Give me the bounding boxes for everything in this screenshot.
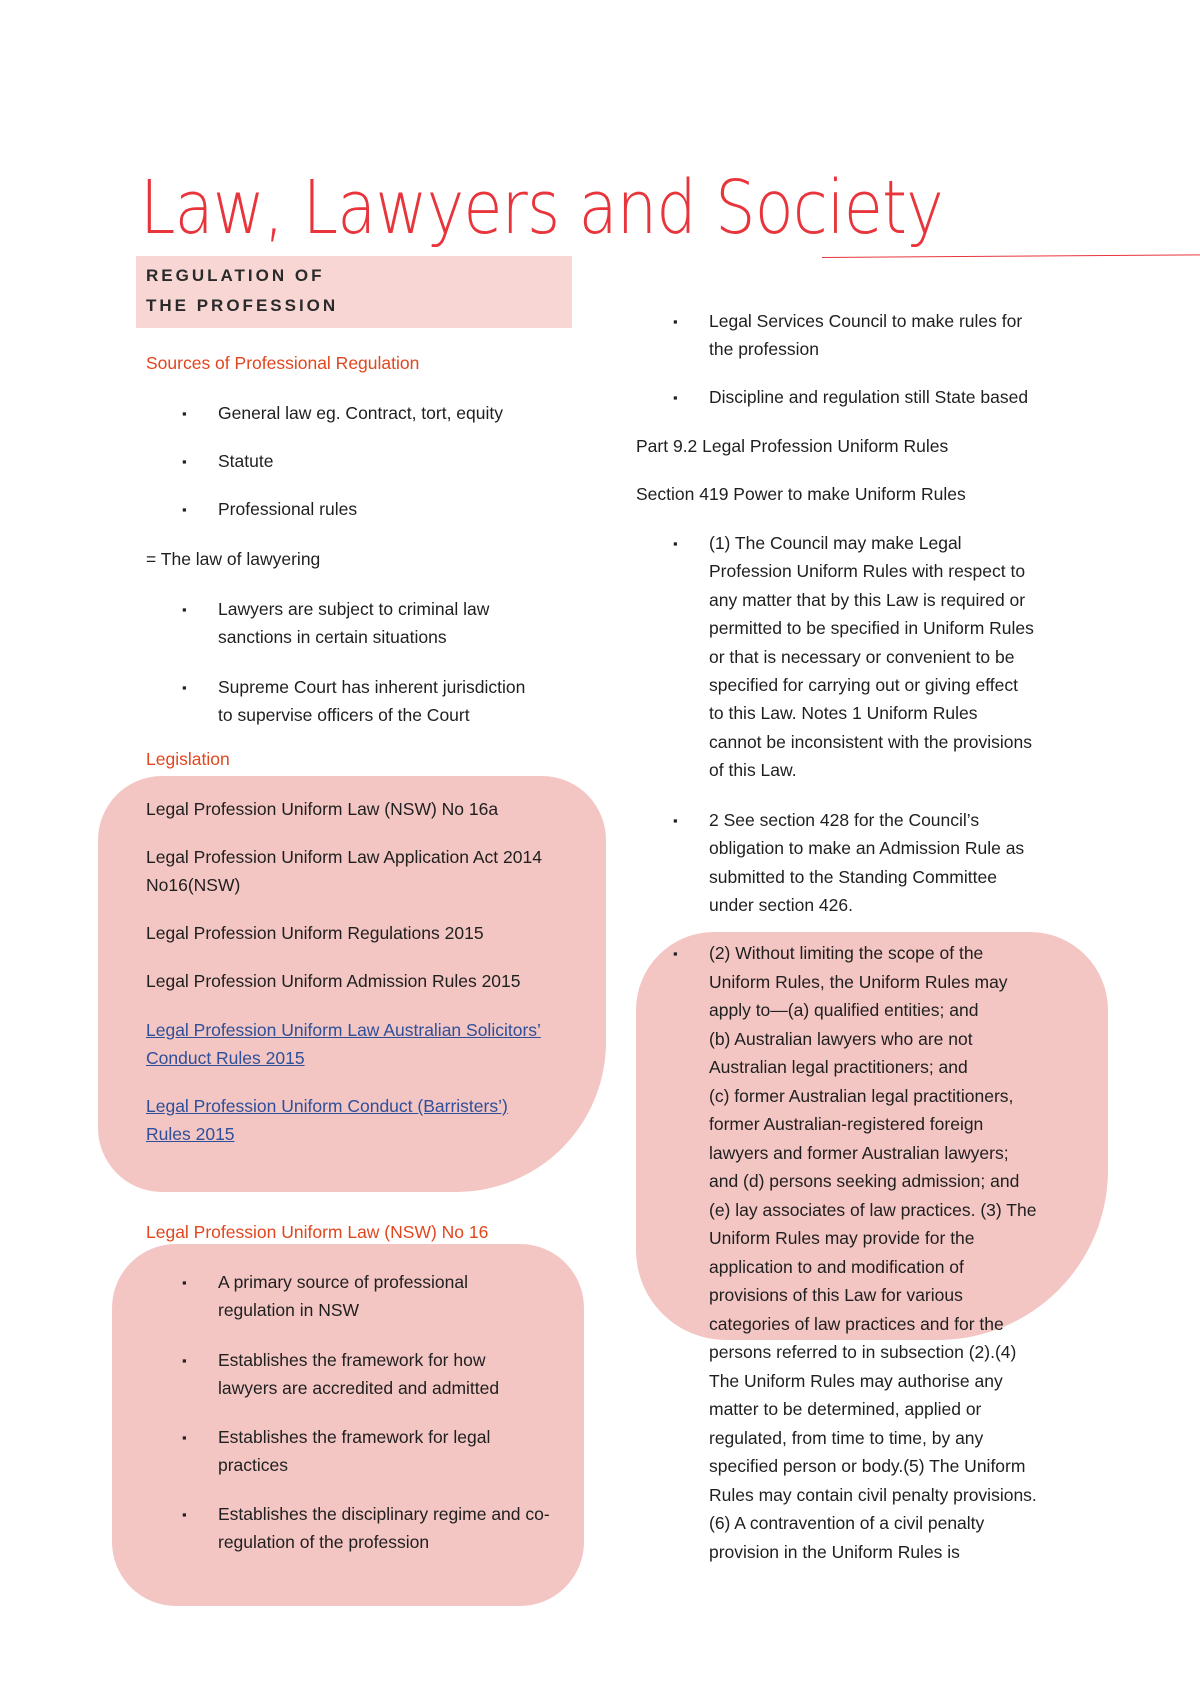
point-line: to supervise officers of the Court: [218, 705, 470, 725]
paragraph-line: Uniform Rules, the Uniform Rules may: [709, 971, 1008, 992]
lpul-point: A primary source of professional: [218, 1272, 468, 1292]
paragraph-line: former Australian-registered foreign: [709, 1114, 984, 1134]
paragraph-line: under section 426.: [709, 895, 853, 916]
document-title: Law, Lawyers and Society: [140, 165, 943, 251]
source-item: Professional rules: [218, 499, 358, 519]
barristers-rules-link[interactable]: Legal Profession Uniform Conduct (Barristers’): [146, 1096, 508, 1116]
barristers-rules-link[interactable]: Rules 2015: [146, 1124, 235, 1144]
section-title-line-2: THE PROFESSION: [146, 296, 339, 315]
paragraph-line: and (d) persons seeking admission; and: [709, 1171, 1020, 1191]
paragraph-line: categories of law practices and for the: [709, 1313, 1004, 1334]
section-heading: Section 419 Power to make Uniform Rules: [636, 484, 966, 504]
lpul-point: Establishes the framework for how: [218, 1350, 486, 1370]
lpul-point: practices: [218, 1455, 289, 1475]
legislation-heading: Legislation: [146, 749, 230, 769]
paragraph-line: (c) former Australian legal practitioners,: [709, 1085, 1014, 1106]
source-item: General law eg. Contract, tort, equity: [218, 403, 503, 423]
lpul-point: lawyers are accredited and admitted: [218, 1378, 500, 1398]
paragraph-line: persons referred to in subsection (2).(4): [709, 1342, 1017, 1362]
bullet-icon: ▪: [673, 390, 678, 405]
title-underline: [822, 254, 1200, 258]
legislation-item: No16(NSW): [146, 875, 241, 895]
right-point-line: the profession: [709, 339, 819, 359]
paragraph-line: (e) lay associates of law practices. (3) The: [709, 1199, 1037, 1220]
legislation-item: Legal Profession Uniform Regulations 2015: [146, 923, 484, 943]
bullet-icon: ▪: [182, 1275, 187, 1290]
right-point-line: Discipline and regulation still State based: [709, 387, 1029, 407]
legislation-item: Legal Profession Uniform Admission Rules 2015: [146, 971, 521, 991]
section-banner: [136, 256, 572, 328]
paragraph-line: (6) A contravention of a civil penalty: [709, 1513, 985, 1533]
lpul-heading: Legal Profession Uniform Law (NSW) No 16: [146, 1222, 489, 1242]
bullet-icon: ▪: [182, 1353, 187, 1368]
paragraph-line: lawyers and former Australian lawyers;: [709, 1142, 1009, 1163]
part-heading: Part 9.2 Legal Profession Uniform Rules: [636, 436, 949, 456]
lpul-point: regulation in NSW: [218, 1300, 360, 1320]
paragraph-line: (2) Without limiting the scope of the: [709, 943, 984, 963]
point-line: Supreme Court has inherent jurisdiction: [218, 677, 526, 697]
paragraph-line: or that is necessary or convenient to be: [709, 646, 1015, 667]
paragraph-line: 2 See section 428 for the Council’s: [709, 810, 980, 830]
bullet-icon: ▪: [182, 1507, 187, 1522]
paragraph-line: cannot be inconsistent with the provisions: [709, 731, 1032, 752]
paragraph-line: Australian legal practitioners; and: [709, 1057, 968, 1077]
bullet-icon: ▪: [673, 314, 678, 329]
paragraph-line: (1) The Council may make Legal: [709, 533, 962, 553]
bullet-icon: ▪: [182, 680, 187, 695]
paragraph-line: to this Law. Notes 1 Uniform Rules: [709, 703, 978, 724]
point-line: Lawyers are subject to criminal law: [218, 599, 490, 619]
paragraph-line: (b) Australian lawyers who are not: [709, 1028, 973, 1049]
bullet-icon: ▪: [673, 536, 678, 551]
lpul-point: regulation of the profession: [218, 1532, 430, 1552]
paragraph-line: any matter that by this Law is required or: [709, 589, 1026, 610]
source-item: Statute: [218, 451, 274, 471]
section-title-line-1: REGULATION OF: [146, 266, 325, 285]
paragraph-line: regulated, from time to time, by any: [709, 1427, 984, 1448]
legislation-item: Legal Profession Uniform Law (NSW) No 16a: [146, 799, 499, 819]
paragraph-line: provision in the Uniform Rules is: [709, 1541, 960, 1562]
lpul-point: Establishes the framework for legal: [218, 1427, 491, 1447]
law-of-lawyering: = The law of lawyering: [146, 549, 321, 569]
bullet-icon: ▪: [182, 1430, 187, 1445]
paragraph-line: The Uniform Rules may authorise any: [709, 1370, 1003, 1391]
paragraph-line: specified person or body.(5) The Uniform: [709, 1456, 1026, 1476]
solicitors-rules-link[interactable]: Conduct Rules 2015: [146, 1048, 305, 1068]
bullet-icon: ▪: [182, 602, 187, 617]
paragraph-line: permitted to be specified in Uniform Rules: [709, 618, 1034, 639]
paragraph-line: apply to—(a) qualified entities; and: [709, 1000, 979, 1020]
bullet-icon: ▪: [182, 454, 187, 469]
legislation-item: Legal Profession Uniform Law Application Act 2014: [146, 847, 542, 867]
paragraph-line: specified for carrying out or giving effect: [709, 675, 1019, 695]
paragraph-line: Profession Uniform Rules with respect to: [709, 561, 1026, 582]
paragraph-line: Rules may contain civil penalty provisions.: [709, 1484, 1037, 1505]
right-point-line: Legal Services Council to make rules for: [709, 311, 1023, 331]
paragraph-line: of this Law.: [709, 760, 797, 781]
paragraph-line: obligation to make an Admission Rule as: [709, 838, 1025, 859]
bullet-icon: ▪: [182, 406, 187, 421]
sources-heading: Sources of Professional Regulation: [146, 353, 420, 373]
point-line: sanctions in certain situations: [218, 627, 447, 647]
lpul-point: Establishes the disciplinary regime and co-: [218, 1504, 550, 1524]
paragraph-line: matter to be determined, applied or: [709, 1399, 982, 1419]
paragraph-line: submitted to the Standing Committee: [709, 866, 997, 887]
bullet-icon: ▪: [673, 946, 678, 961]
solicitors-rules-link[interactable]: Legal Profession Uniform Law Australian Solicitors’: [146, 1020, 541, 1040]
bullet-icon: ▪: [673, 813, 678, 828]
paragraph-line: Uniform Rules may provide for the: [709, 1228, 975, 1248]
paragraph-line: provisions of this Law for various: [709, 1285, 963, 1305]
bullet-icon: ▪: [182, 502, 187, 517]
paragraph-line: application to and modification of: [709, 1256, 964, 1277]
